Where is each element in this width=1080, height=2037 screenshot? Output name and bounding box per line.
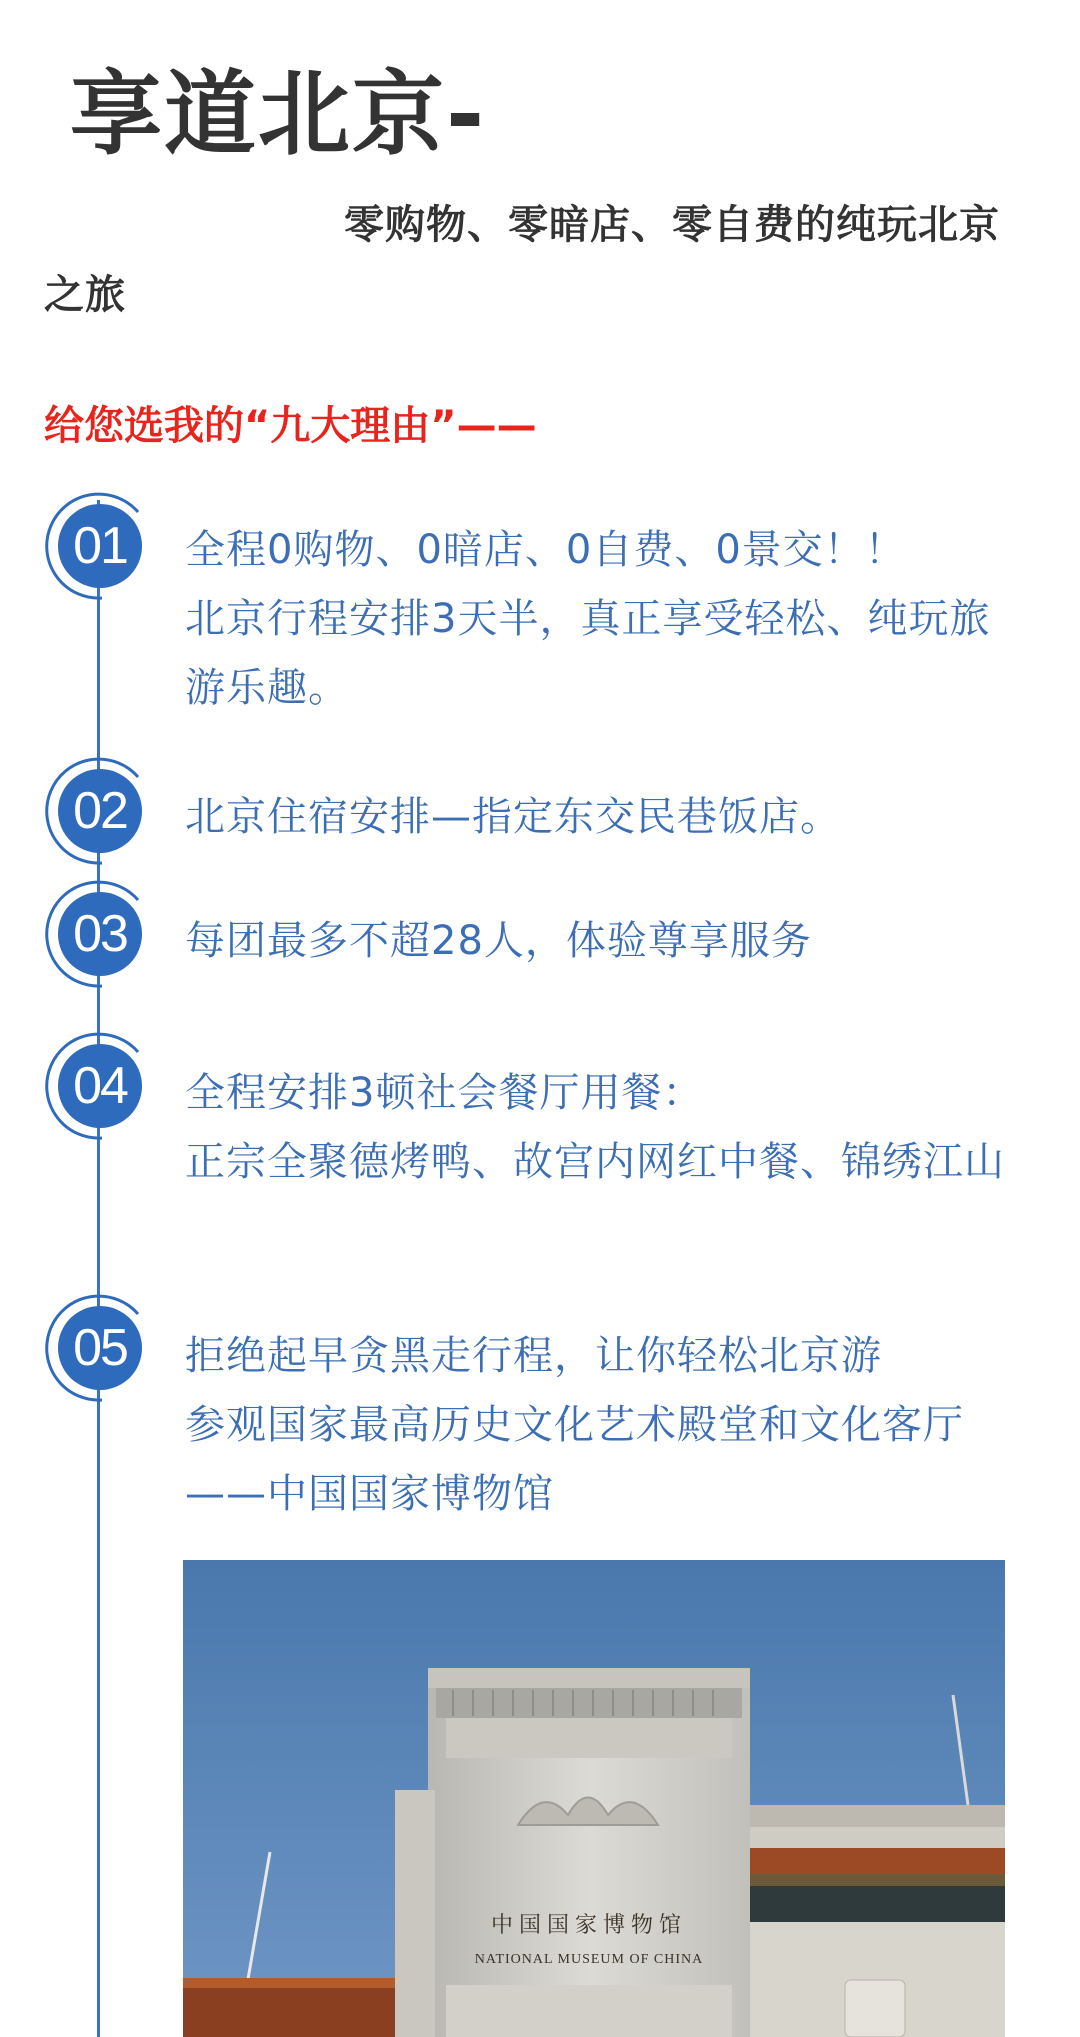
reason-text-02 xyxy=(185,783,1015,852)
reason-text-05 xyxy=(185,1322,1015,1529)
reason-line: 北京行程安排3天半，真正享受轻松、纯玩旅游乐趣。 xyxy=(185,596,991,711)
reason-line: 拒绝起早贪黑走行程，让你轻松北京游 xyxy=(185,1333,882,1379)
reason-number: 01 xyxy=(58,504,142,588)
reason-number: 05 xyxy=(58,1306,142,1390)
reason-line: 每团最多不超28人，体验尊享服务 xyxy=(185,918,812,964)
reason-line: 全程0购物、0暗店、0自费、0景交！！ xyxy=(185,527,906,573)
reason-badge-03 xyxy=(42,878,154,990)
reason-text-01 xyxy=(185,516,1015,723)
reason-line: 全程安排3顿社会餐厅用餐： xyxy=(185,1070,704,1116)
reason-text-03 xyxy=(185,907,1015,976)
reason-line: 正宗全聚德烤鸭、故宫内网红中餐、锦绣江山 xyxy=(185,1139,1005,1185)
museum-building-image xyxy=(183,1560,1005,2037)
museum-sign-en: NATIONAL MUSEUM OF CHINA xyxy=(474,1952,704,1967)
timeline-line xyxy=(97,500,100,2037)
reason-line: 参观国家最高历史文化艺术殿堂和文化客厅——中国国家博物馆 xyxy=(185,1402,964,1517)
page-title: 享道北京- xyxy=(70,61,487,168)
museum-sign-cn: 中国国家博物馆 xyxy=(490,1913,688,1938)
reason-text-04 xyxy=(185,1059,1015,1197)
reasons-heading: 给您选我的“九大理由”—— xyxy=(44,403,537,449)
reason-badge-04 xyxy=(42,1030,154,1142)
reason-number: 02 xyxy=(58,769,142,853)
reason-badge-05 xyxy=(42,1292,154,1404)
reason-line: 北京住宿安排—指定东交民巷饭店。 xyxy=(185,794,841,840)
reason-number: 04 xyxy=(58,1044,142,1128)
reason-number: 03 xyxy=(58,892,142,976)
reason-badge-02 xyxy=(42,755,154,867)
page-subtitle: 零购物、零暗店、零自费的纯玩北京之旅 xyxy=(44,202,1000,318)
reason-badge-01 xyxy=(42,490,154,602)
museum-photo xyxy=(183,1560,1005,2037)
